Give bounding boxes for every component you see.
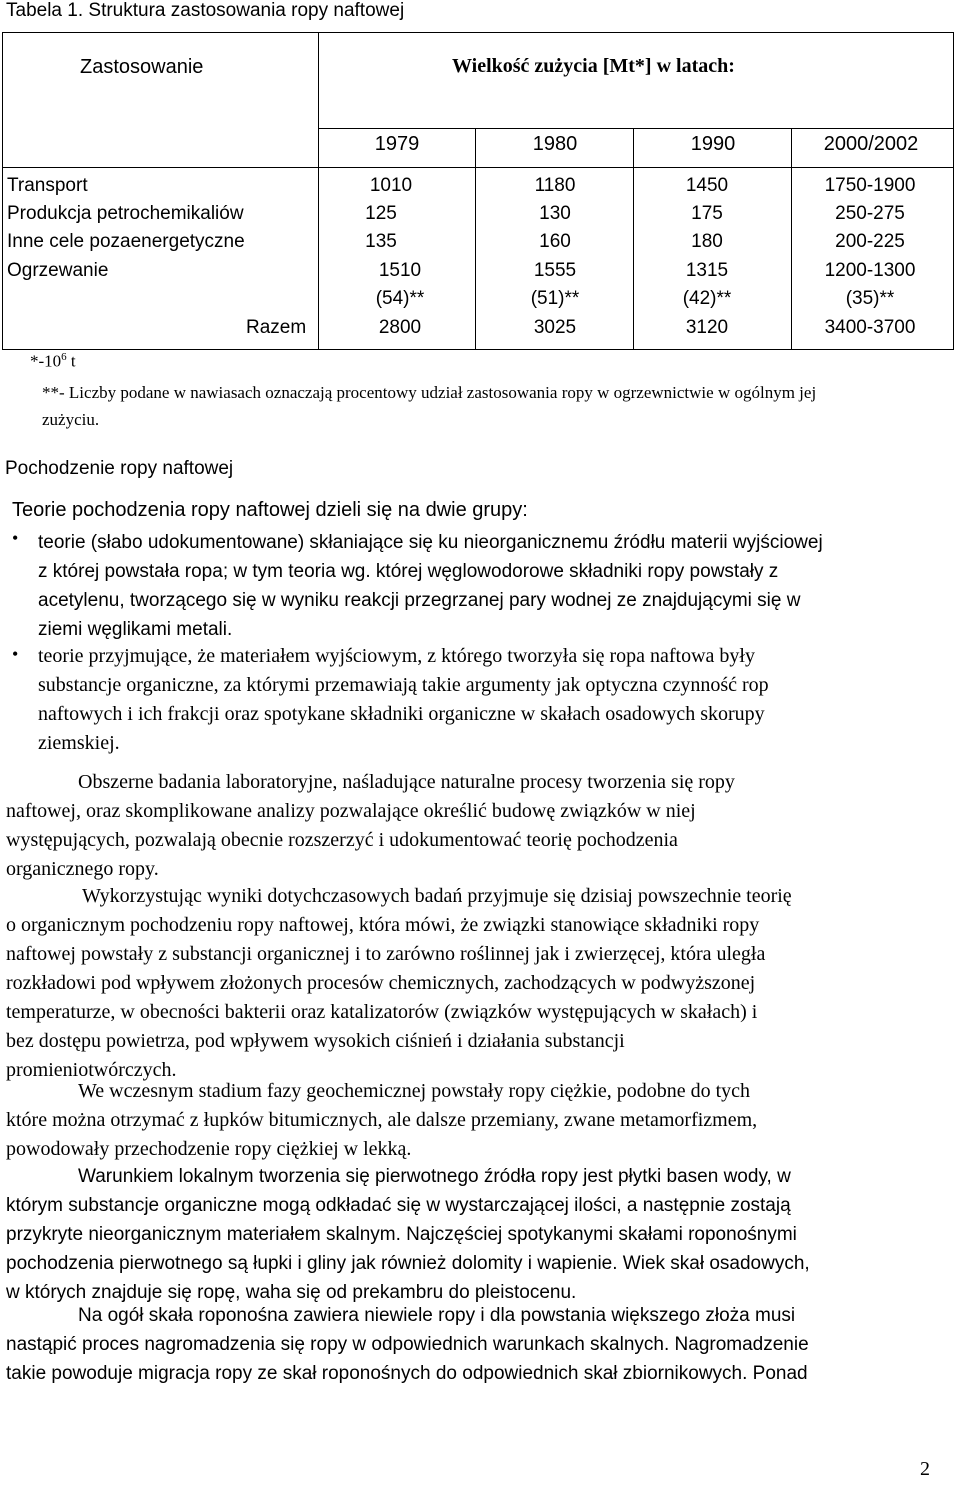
paragraph-2-line-6: bez dostępu powietrza, pod wpływem wysokich ciśnień i działania substancji	[6, 1030, 625, 1052]
cell-transport-1990: 1450	[685, 175, 729, 196]
footnote-unit-prefix: *-10	[30, 351, 62, 371]
cell-share-1980: (51)**	[530, 288, 580, 309]
year-1990: 1990	[690, 133, 736, 155]
paragraph-1-line-4: organicznego ropy.	[6, 858, 159, 880]
header-application: Zastosowanie	[80, 56, 204, 78]
paragraph-4-line-5: w których znajduje się ropę, waha się od prekambru do pleistocenu.	[6, 1282, 577, 1303]
bullet-1-line-4: ziemi węglikami metali.	[38, 619, 233, 640]
cell-nonenergy-1990: 180	[691, 231, 723, 252]
row-label-transport: Transport	[7, 175, 88, 196]
row-label-heating: Ogrzewanie	[7, 260, 109, 281]
paragraph-2-line-4: rozkładowi pod wpływem złożonych procesów chemicznych, zachodzących w podwyższonej	[6, 972, 756, 994]
cell-heating-1979: 1510	[378, 260, 422, 281]
cell-nonenergy-2000: 200-225	[835, 231, 905, 252]
paragraph-1-line-1: Obszerne badania laboratoryjne, naśladujące naturalne procesy tworzenia się ropy	[78, 771, 735, 793]
paragraph-5-line-3: takie powoduje migracja ropy ze skał roponośnych do odpowiednich skał zbiornikowych. Ponad	[6, 1363, 808, 1384]
paragraph-1-line-2: naftowej, oraz skomplikowane analizy pozwalające określić budowę związków w niej	[6, 800, 696, 822]
intro-text: Teorie pochodzenia ropy naftowej dzieli się na dwie grupy:	[12, 499, 528, 521]
paragraph-2-line-1: Wykorzystując wyniki dotychczasowych badań przyjmuje się dzisiaj powszechnie teorię	[82, 885, 792, 907]
footnote-note-line1: **- Liczby podane w nawiasach oznaczają procentowy udział zastosowania ropy w ogrzewnictwie w ogólnym jej	[42, 383, 817, 402]
row-label-nonenergy: Inne cele pozaenergetyczne	[7, 231, 245, 252]
cell-share-1979: (54)**	[375, 288, 425, 309]
cell-heating-2000: 1200-1300	[824, 260, 916, 281]
bullet-dot-icon: •	[12, 644, 19, 664]
cell-share-2000: (35)**	[845, 288, 895, 309]
paragraph-1-line-3: występujących, pozwalają obecnie rozszerzyć i udokumentować teorię pochodzenia	[6, 829, 678, 851]
cell-nonenergy-1979: 135	[365, 231, 397, 252]
cell-nonenergy-1980: 160	[539, 231, 571, 252]
row-label-petrochemicals: Produkcja petrochemikaliów	[7, 203, 244, 224]
table-divider-vertical	[318, 32, 319, 350]
year-1980: 1980	[532, 133, 578, 155]
paragraph-2-line-5: temperaturze, w obecności bakterii oraz katalizatorów (związków występujących w skałach) i	[6, 1001, 758, 1023]
bullet-1-line-3: acetylenu, tworzącego się w wyniku reakcji przegrzanej pary wodnej ze znajdującymi się w	[38, 590, 801, 611]
cell-petro-1990: 175	[691, 203, 723, 224]
paragraph-3-line-2: które można otrzymać z łupków bitumicznych, ale dalsze przemiany, zwane metamorfizmem,	[6, 1109, 758, 1131]
paragraph-3	[6, 1077, 956, 1164]
bullet-1-line-1: teorie (słabo udokumentowane) skłaniające się ku nieorganicznemu źródłu materii wyjściowej	[38, 532, 823, 553]
cell-petro-1979: 125	[365, 203, 397, 224]
table-caption: Tabela 1. Struktura zastosowania ropy naftowej	[6, 0, 405, 21]
bullet-dot-icon: •	[12, 528, 19, 548]
paragraph-2	[6, 882, 956, 1085]
paragraph-2-line-3: naftowej powstały z substancji organicznej i to zarówno roślinnej jak i zwierzęcej, która uległa	[6, 943, 766, 965]
section-title: Pochodzenie ropy naftowej	[5, 458, 234, 479]
bullet-2-line-4: ziemskiej.	[38, 732, 120, 754]
cell-total-1980: 3025	[533, 317, 577, 338]
page-number: 2	[920, 1458, 930, 1480]
row-label-total: Razem	[246, 317, 307, 338]
paragraph-1	[6, 768, 946, 884]
paragraph-4-line-1: Warunkiem lokalnym tworzenia się pierwotnego źródła ropy jest płytki basen wody, w	[78, 1166, 791, 1187]
cell-petro-1980: 130	[539, 203, 571, 224]
paragraph-5-line-1: Na ogół skała roponośna zawiera niewiele ropy i dla powstania większego złoża musi	[78, 1305, 796, 1326]
header-usage: Wielkość zużycia [Mt*] w latach:	[452, 55, 735, 77]
paragraph-3-line-3: powodowały przechodzenie ropy ciężkiej w lekką.	[6, 1138, 412, 1160]
year-divider-2	[633, 128, 634, 350]
bullet-2-line-3: naftowych i ich frakcji oraz spotykane składniki organiczne w skałach osadowych skorupy	[38, 703, 765, 725]
footnote-note-line2: zużyciu.	[42, 410, 100, 429]
footnote-unit	[30, 351, 76, 372]
footnote-unit-suffix: t	[66, 351, 76, 371]
paragraph-4-line-2: którym substancje organiczne mogą odkładać się w wystarczającej ilości, a następnie zostają	[6, 1195, 791, 1216]
paragraph-2-line-2: o organicznym pochodzeniu ropy naftowej, która mówi, że związki stanowiące składniki ropy	[6, 914, 760, 936]
cell-petro-2000: 250-275	[835, 203, 905, 224]
year-1979: 1979	[374, 133, 420, 155]
header-rule-usage	[318, 128, 954, 129]
cell-transport-2000: 1750-1900	[824, 175, 916, 196]
cell-share-1990: (42)**	[682, 288, 732, 309]
cell-total-2000: 3400-3700	[824, 317, 916, 338]
bullet-2-line-1: teorie przyjmujące, że materiałem wyjściowym, z którego tworzyła się ropa naftowa były	[38, 645, 755, 667]
cell-total-1990: 3120	[685, 317, 729, 338]
paragraph-5	[6, 1301, 956, 1388]
cell-total-1979: 2800	[378, 317, 422, 338]
footnote-unit-exponent: 6	[61, 351, 67, 363]
year-2000-2002: 2000/2002	[823, 133, 919, 155]
paragraph-4-line-4: pochodzenia pierwotnego są łupki i gliny jak również dolomity i wapienie. Wiek skał osadowych,	[6, 1253, 810, 1274]
cell-heating-1990: 1315	[685, 260, 729, 281]
cell-heating-1980: 1555	[533, 260, 577, 281]
cell-transport-1980: 1180	[534, 175, 576, 196]
paragraph-4	[6, 1162, 956, 1307]
bullet-text-2	[38, 642, 954, 758]
paragraph-2-line-7: promieniotwórczych.	[6, 1059, 177, 1081]
year-divider-1	[475, 128, 476, 350]
bullet-2-line-2: substancje organiczne, za którymi przemawiają takie argumenty jak optyczna czynność rop	[38, 674, 769, 696]
paragraph-3-line-1: We wczesnym stadium fazy geochemicznej powstały ropy ciężkie, podobne do tych	[78, 1080, 751, 1102]
year-divider-3	[791, 128, 792, 350]
cell-transport-1979: 1010	[369, 175, 413, 196]
bullet-text-1	[38, 528, 948, 644]
header-rule-years	[2, 167, 954, 168]
paragraph-4-line-3: przykryte nieorganicznym materiałem skalnym. Najczęściej spotykanymi skałami roponośnymi	[6, 1224, 797, 1245]
paragraph-5-line-2: nastąpić proces nagromadzenia się ropy w odpowiednich warunkach skalnych. Nagromadzenie	[6, 1334, 809, 1355]
bullet-1-line-2: z której powstała ropa; w tym teoria wg. której węglowodorowe składniki ropy powstały z	[38, 561, 779, 582]
